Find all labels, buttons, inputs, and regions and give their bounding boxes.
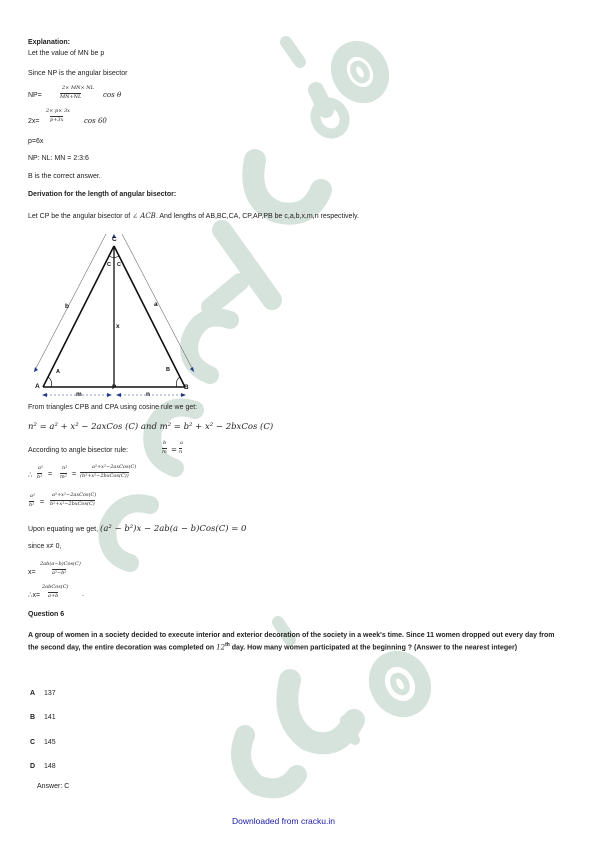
option-d[interactable] — [30, 763, 56, 772]
segment-n-label: n — [146, 391, 150, 398]
vertex-c-label: C — [112, 236, 117, 243]
fraction-numerator: a² — [38, 465, 43, 471]
explanation-line: B is the correct answer. — [28, 173, 101, 180]
since-line: since x≠ 0, — [28, 543, 62, 550]
explanation-line: NP: NL: MN = 2:3:6 — [28, 155, 89, 162]
equation-cos-60: cos 60 — [84, 117, 107, 125]
angle-c2-label: C — [117, 262, 121, 268]
option-b[interactable] — [30, 714, 56, 723]
fraction-denominator: b²+x²−2bxCos(C) — [50, 501, 95, 507]
equals-sign: = — [40, 499, 45, 506]
explanation-line: Let the value of MN be p — [28, 50, 105, 57]
fraction-numerator: a²+x²−2axCos(C) — [52, 492, 97, 498]
fraction-numerator: n² — [62, 465, 68, 471]
question-math: 12 — [216, 643, 226, 652]
fraction-denominator: a+b — [48, 593, 59, 599]
vertex-p-label: P — [112, 384, 117, 391]
side-b-label: b — [65, 303, 69, 310]
angle-b-label: B — [166, 367, 170, 373]
cosine-rule-text: From triangles CPB and CPA using cosine rule we get: — [28, 404, 198, 411]
equals-sign: = — [72, 471, 77, 478]
equating-equation: (a² − b²)x − 2ab(a − b)Cos(C) = 0 — [100, 524, 247, 534]
question-text-part1: A group of women in a society decided to execute interior and exterior decoration of the society in a week's time. Since 11 women dropped out every day from the second day, the entire decoration was completed on — [28, 632, 555, 652]
angle-b-arc — [176, 377, 180, 387]
question-title: Question 6 — [28, 611, 65, 618]
derivation-intro — [28, 212, 359, 222]
option-value: 145 — [44, 739, 56, 746]
fraction-denominator: b² — [37, 474, 43, 480]
side-cb — [114, 246, 185, 387]
fraction-numerator: 2× p× 3x — [46, 108, 70, 114]
side-ca — [43, 246, 114, 387]
angle-bisector-rule-text: According to angle bisector rule: — [28, 447, 128, 454]
fraction-denominator: m — [162, 449, 167, 455]
option-value: 137 — [44, 690, 56, 697]
question-text — [28, 630, 563, 654]
equation-np-label: NP= — [28, 92, 42, 99]
footer-download-link[interactable]: Downloaded from cracku.in — [232, 816, 335, 826]
explanation-heading: Explanation: — [28, 39, 71, 46]
fraction-denominator: a²−b² — [52, 570, 67, 576]
fraction-denominator: MN+NL — [60, 94, 82, 100]
equation-2x-label: 2x= — [28, 118, 40, 125]
vertex-a-label: A — [35, 383, 40, 390]
question-text-part2: day. How many women participated at the beginning ? (Answer to the nearest integer) — [229, 644, 518, 652]
fraction-denominator: p+3x — [50, 117, 64, 123]
angle-a-arc — [48, 377, 52, 387]
segment-x-label: x — [116, 323, 120, 330]
fraction-numerator: a²+x²−2axCos(C) — [92, 464, 137, 470]
intro-text-rest: . And lengths of AB,BC,CA, CP,AP,PB be c,a,b,x,m,n respectively. — [155, 213, 359, 220]
angle-a-label: A — [56, 369, 60, 375]
therefore-x-label: ∴x= — [28, 592, 41, 599]
fraction-denominator: n — [179, 449, 183, 455]
equating-text: Upon equating we get, — [28, 526, 99, 533]
side-a-label: a — [154, 301, 158, 308]
fraction-denominator: (b²+x²−2bxCos(C)) — [80, 473, 129, 479]
option-value: 148 — [44, 763, 56, 770]
fraction-numerator: 2ab(a−b)Cos(C) — [40, 561, 81, 567]
explanation-line: Since NP is the angular bisector — [28, 70, 128, 77]
intro-text: Let CP be the angular bisector of — [28, 213, 131, 220]
question-superscript: th — [225, 642, 230, 649]
derivation-heading: Derivation for the length of angular bisector: — [28, 191, 177, 198]
x-equals-label: x= — [28, 569, 36, 576]
answer-label: Answer: C — [37, 783, 70, 790]
option-letter: C — [30, 739, 36, 746]
option-letter: B — [30, 714, 36, 721]
segment-m-label: m — [76, 391, 82, 398]
therefore-symbol: ∴ — [28, 472, 33, 479]
option-c[interactable] — [30, 739, 56, 748]
fraction-numerator: a² — [30, 493, 35, 499]
fraction-numerator: a — [180, 440, 183, 446]
triangle-figure — [28, 232, 208, 402]
fraction-numerator: b — [163, 440, 167, 446]
option-letter: A — [30, 690, 36, 697]
equals-sign: = — [171, 446, 177, 454]
option-letter: D — [30, 763, 36, 770]
arrow-b-right-icon — [190, 367, 194, 372]
fraction-numerator: 2× MN× NL — [62, 85, 94, 91]
period: . — [82, 591, 84, 598]
vertex-b-label: B — [184, 384, 189, 391]
equals-sign: = — [48, 471, 53, 478]
option-value: 141 — [44, 714, 56, 721]
equation-cosine: n² = a² + x² − 2axCos (C) and m² = b² + x² − 2bxCos (C) — [28, 422, 274, 432]
angle-c1-label: C — [107, 262, 111, 268]
equation-cos-theta: cos θ — [103, 91, 122, 99]
equating-line — [28, 524, 246, 535]
intro-angle: ∠ ACB — [132, 212, 156, 220]
fraction-denominator: m² — [60, 474, 67, 480]
explanation-line: p=6x — [28, 138, 44, 145]
fraction-denominator: b² — [29, 502, 35, 508]
fraction-numerator: 2abCos(C) — [42, 584, 69, 590]
option-a[interactable] — [30, 690, 56, 699]
